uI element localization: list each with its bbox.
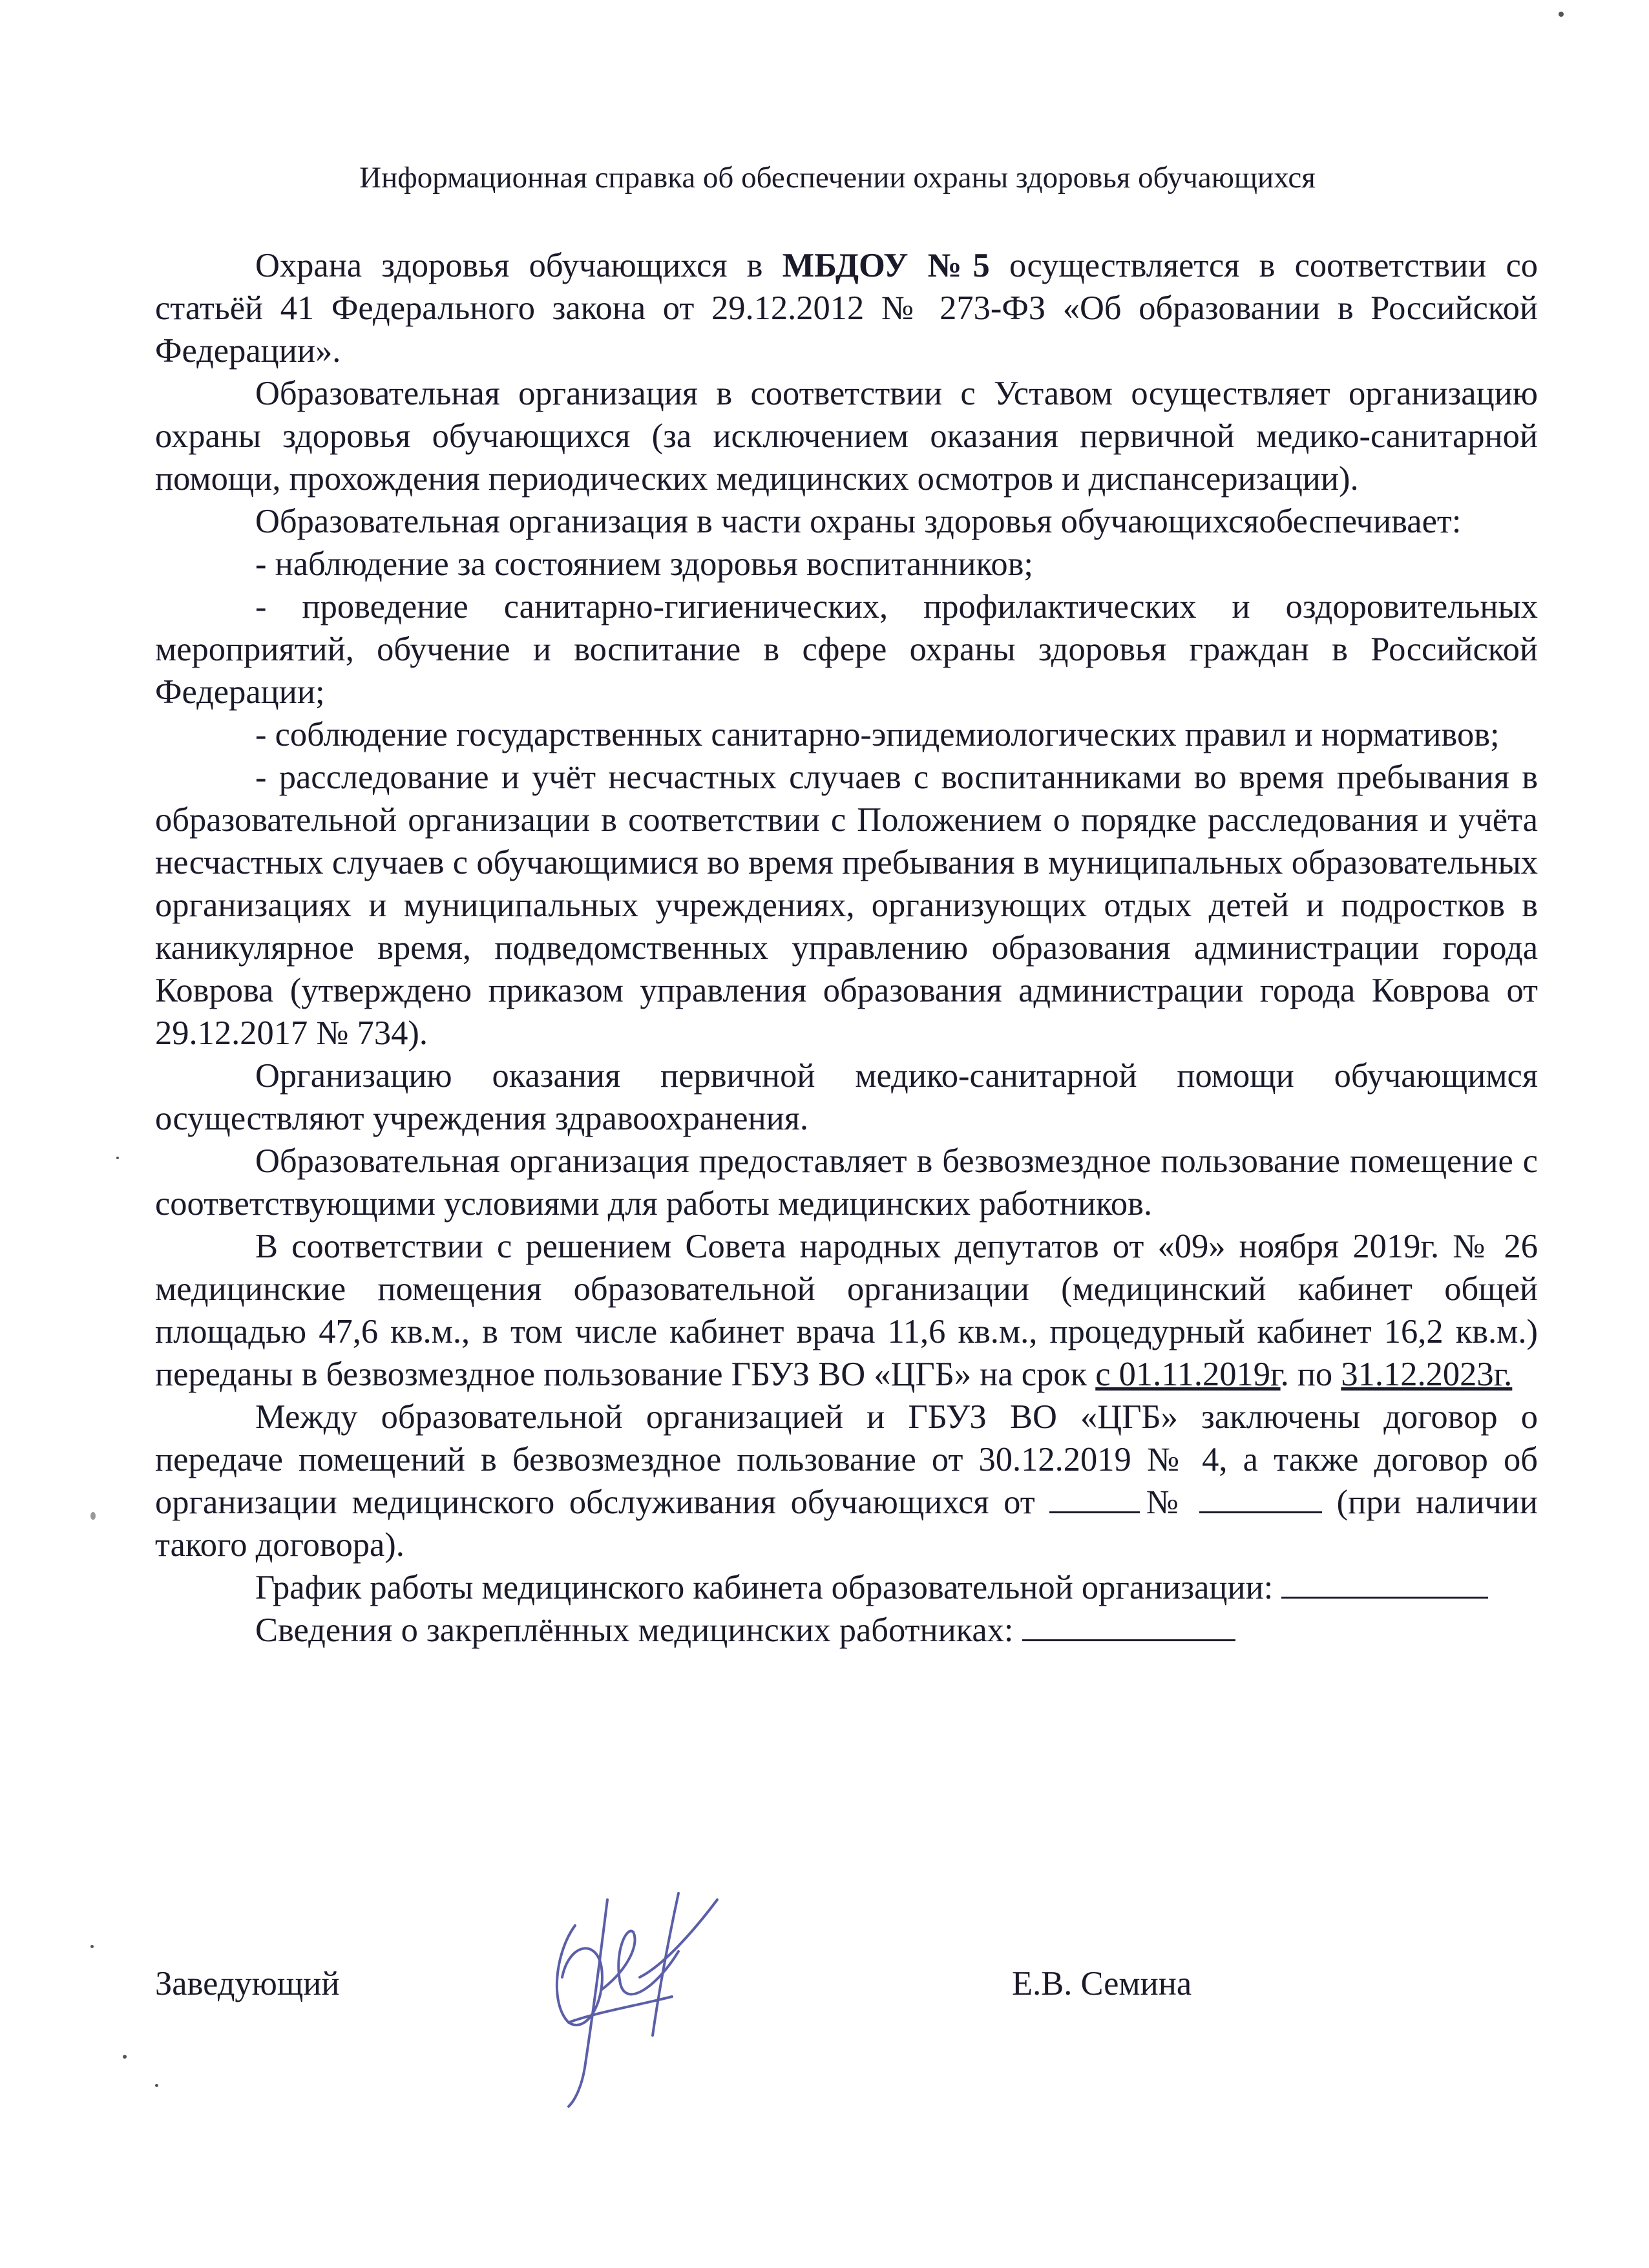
list-item-4: - расследование и учёт несчастных случаев с воспитанниками во время пребывания в образовательной организации в соответствии с Положением о порядке расследования и учёта несчастных случаев с обучающимися во время пребывания в муниципальных образовательных организациях и муниципальных учреждениях, организующих отдых детей и подростков в каникулярное время, подведомственных управлению образования администрации города Коврова (утверждено приказом управления образования администрации города Коврова от 29.12.2017 № 734). [155,759,1538,1052]
scan-speck [155,2084,158,2087]
scan-speck [1559,12,1564,17]
date-from: с 01.11.2019г [1095,1356,1281,1393]
scan-speck [116,1157,119,1159]
paragraph-9 [155,1609,1538,1652]
blank-schedule [1281,1568,1488,1599]
paragraph-2: Образовательная организация в соответствии с Уставом осуществляет организацию охраны здоровья обучающихся (за исключением оказания первичной медико-санитарной помощи, прохождения периодических медицинских осмотров и диспансеризации). [155,375,1538,498]
signatory-name: Е.В. Семина [1012,1965,1192,2002]
p7-text-b: (при наличии такого договора). [155,1484,1538,1564]
blank-date [1049,1483,1140,1513]
p8-text: График работы медицинского кабинета образовательной организации: [255,1569,1274,1606]
blank-staff [1022,1611,1235,1641]
paragraph-8 [155,1566,1538,1609]
list-item-2: - проведение санитарно-гигиенических, профилактических и оздоровительных мероприятий, обучение и воспитание в сфере охраны здоровья граждан в Российской Федерации; [155,588,1538,711]
p1-text-b: осуществляется в соответствии со статьёй 41 Федерального закона от 29.12.2012 № 273-ФЗ «Об образовании в Российской Федерации». [155,247,1538,370]
document-body [155,244,1538,1652]
list-item-3: - соблюдение государственных санитарно-эпидемиологических правил и нормативов; [255,716,1500,753]
paragraph-6 [155,1225,1538,1396]
p7-number-sign: № [1140,1484,1185,1521]
paragraph-7 [155,1396,1538,1566]
paragraph-5: Образовательная организация предоставляет в безвозмездное пользование помещение с соответствующими условиями для работы медицинских работников. [155,1142,1538,1223]
p7-text-a: Между образовательной организацией и ГБУЗ ВО «ЦГБ» заключены договор о передаче помещений в безвозмездное пользование от 30.12.2019 № 4, а также договор об организации медицинского обслуживания обучающихся от [155,1398,1538,1521]
p6-text-a: В соответствии с решением Совета народных депутатов от «09» ноября 2019г. № 26 медицинские помещения образовательной организации (медицинский кабинет общей площадью 47,6 кв.м., в том числе кабинет врача 11,6 кв.м., процедурный кабинет 16,2 кв.м.) переданы в безвозмездное пользование ГБУЗ ВО «ЦГБ» на срок [155,1228,1538,1393]
institution-name: МБДОУ №5 [782,247,990,284]
scan-speck [90,1945,94,1948]
document-title: Информационная справка об обеспечении охраны здоровья обучающихся [359,161,1316,194]
p1-text-a: Охрана здоровья обучающихся в [255,247,782,284]
scan-speck [123,2055,127,2059]
signatory-position: Заведующий [155,1965,340,2002]
p6-text-mid: . по [1280,1356,1341,1393]
date-to: 31.12.2023г. [1341,1356,1513,1393]
paragraph-4: Организацию оказания первичной медико-санитарной помощи обучающимся осуществляют учреждения здравоохранения. [155,1057,1538,1137]
paragraph-3: Образовательная организация в части охраны здоровья обучающихсяобеспечивает: [255,503,1462,540]
signature-row [155,1964,1538,2016]
scan-speck [90,1512,96,1520]
list-item-1: - наблюдение за состоянием здоровья воспитанников; [255,545,1033,583]
p9-text: Сведения о закреплённых медицинских работниках: [255,1612,1022,1649]
paragraph-1 [155,244,1538,372]
handwritten-signature [530,1874,737,2119]
blank-number [1199,1483,1322,1513]
